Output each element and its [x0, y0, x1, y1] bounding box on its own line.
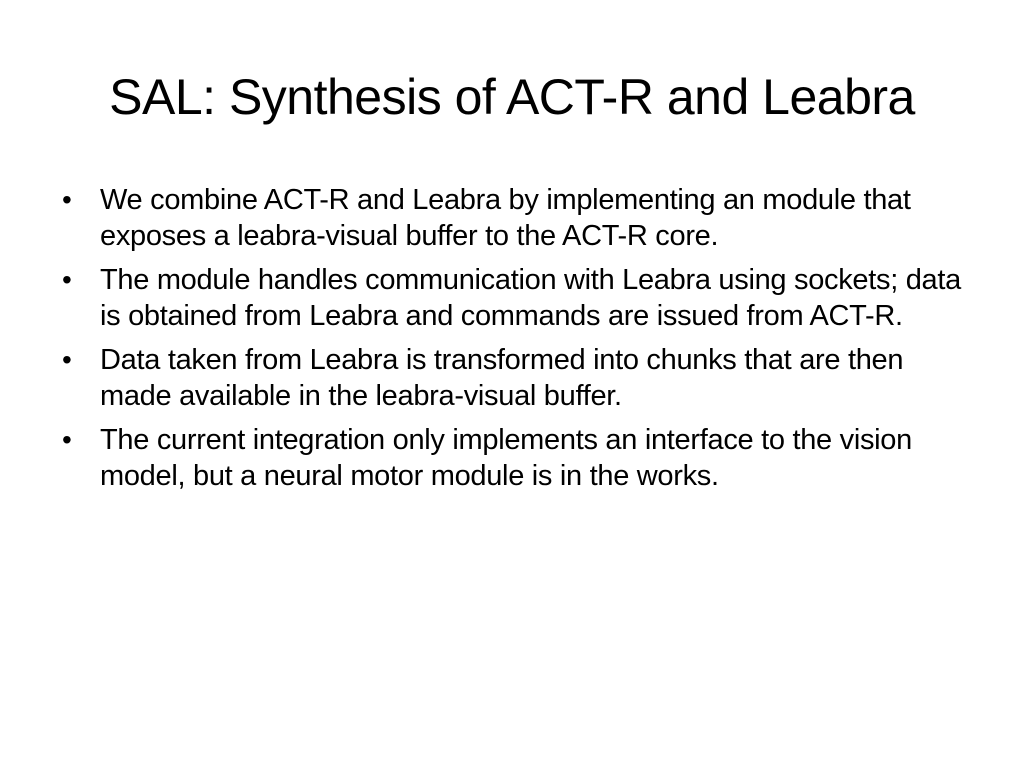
bullet-item: [62, 342, 962, 414]
slide-title: SAL: Synthesis of ACT-R and Leabra: [109, 69, 915, 125]
bullet-marker: •: [62, 344, 72, 375]
bullet-item: [62, 422, 962, 494]
bullet-text: Data taken from Leabra is transformed into chunks that are then made available in the leabra-visual buffer.: [100, 344, 904, 412]
bullet-marker: •: [62, 264, 72, 295]
bullet-text: The module handles communication with Leabra using sockets; data is obtained from Leabra and commands are issued from ACT-R.: [100, 264, 961, 332]
bullet-item: [62, 262, 962, 334]
bullet-item: [62, 182, 962, 254]
bullet-text: The current integration only implements an interface to the vision model, but a neural motor module is in the works.: [100, 424, 912, 492]
bullet-list: [62, 182, 962, 502]
bullet-text: We combine ACT-R and Leabra by implementing an module that exposes a leabra-visual buffer to the ACT-R core.: [100, 184, 911, 252]
bullet-marker: •: [62, 184, 72, 215]
bullet-marker: •: [62, 424, 72, 455]
